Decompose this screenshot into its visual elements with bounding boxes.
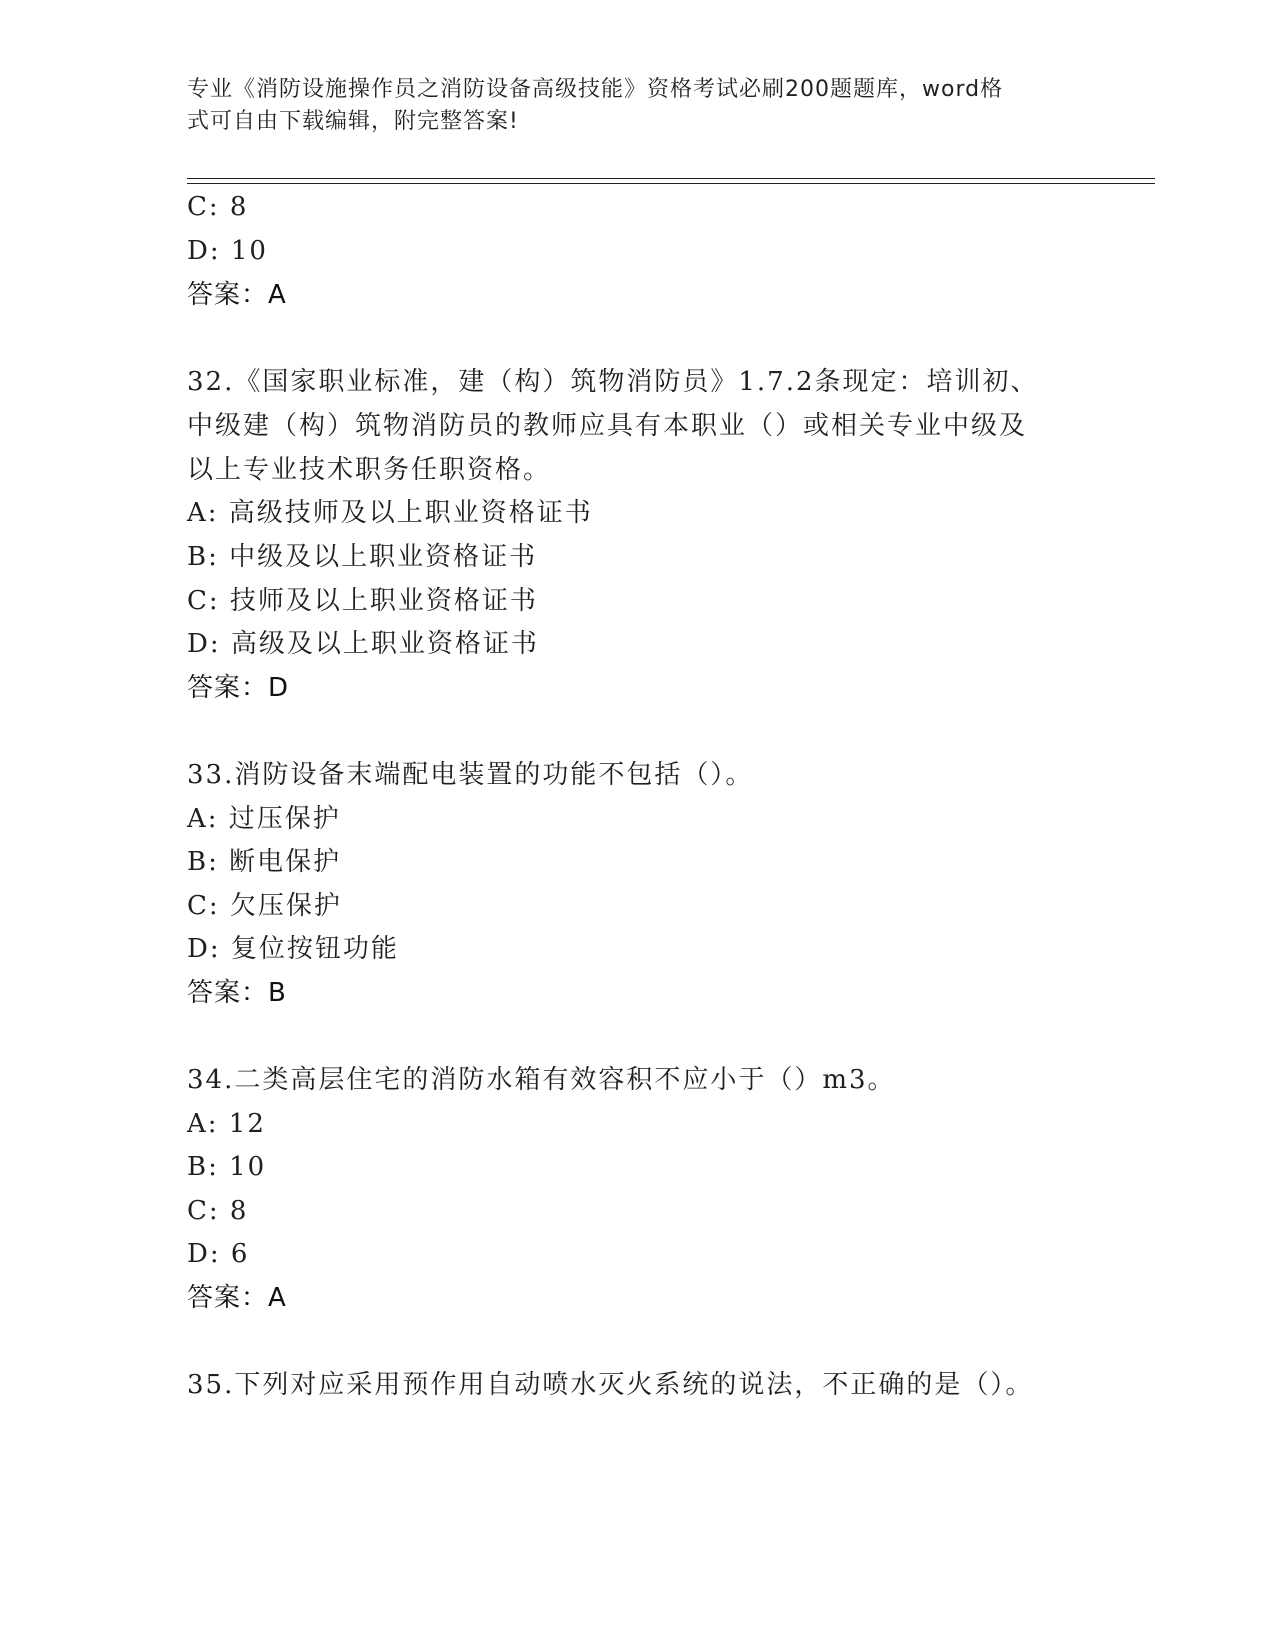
header-divider-bottom	[187, 183, 1155, 184]
q34-option-c: C: 8	[187, 1196, 249, 1226]
header-title-line-2: 式可自由下载编辑，附完整答案!	[187, 109, 519, 134]
q32-question-line-3: 以上专业技术职务任职资格。	[187, 455, 552, 485]
q34-option-b: B: 10	[187, 1152, 267, 1182]
q32-option-c: C: 技师及以上职业资格证书	[187, 586, 538, 616]
q34-answer: 答案：A	[187, 1283, 287, 1313]
q32-option-d: D: 高级及以上职业资格证书	[187, 629, 539, 659]
q32-answer: 答案：D	[187, 673, 290, 703]
q31-option-c: C: 8	[187, 192, 249, 222]
q34-option-a: A: 12	[187, 1109, 266, 1139]
q32-question-line-2: 中级建（构）筑物消防员的教师应具有本职业（）或相关专业中级及	[187, 411, 1028, 441]
q32-option-a: A: 高级技师及以上职业资格证书	[187, 498, 593, 528]
header-title-line-1: 专业《消防设施操作员之消防设备高级技能》资格考试必刷200题题库，word格	[187, 77, 1004, 102]
q34-option-d: D: 6	[187, 1239, 250, 1269]
q31-option-d: D: 10	[187, 236, 268, 266]
q32-option-b: B: 中级及以上职业资格证书	[187, 542, 538, 572]
q33-answer: 答案：B	[187, 978, 287, 1008]
q31-answer: 答案：A	[187, 280, 287, 310]
q32-question-line-1: 32.《国家职业标准，建（构）筑物消防员》1.7.2条现定：培训初、	[187, 367, 1039, 397]
q35-question: 35.下列对应采用预作用自动喷水灭火系统的说法，不正确的是（）。	[187, 1370, 1034, 1400]
q33-question: 33.消防设备末端配电装置的功能不包括（）。	[187, 760, 754, 790]
q33-option-d: D: 复位按钮功能	[187, 934, 399, 964]
header-divider-top	[187, 178, 1155, 179]
q33-option-a: A: 过压保护	[187, 804, 341, 834]
q34-question: 34.二类高层住宅的消防水箱有效容积不应小于（）m3。	[187, 1065, 896, 1095]
q33-option-b: B: 断电保护	[187, 847, 342, 877]
q33-option-c: C: 欠压保护	[187, 891, 342, 921]
document-header	[187, 74, 1067, 138]
